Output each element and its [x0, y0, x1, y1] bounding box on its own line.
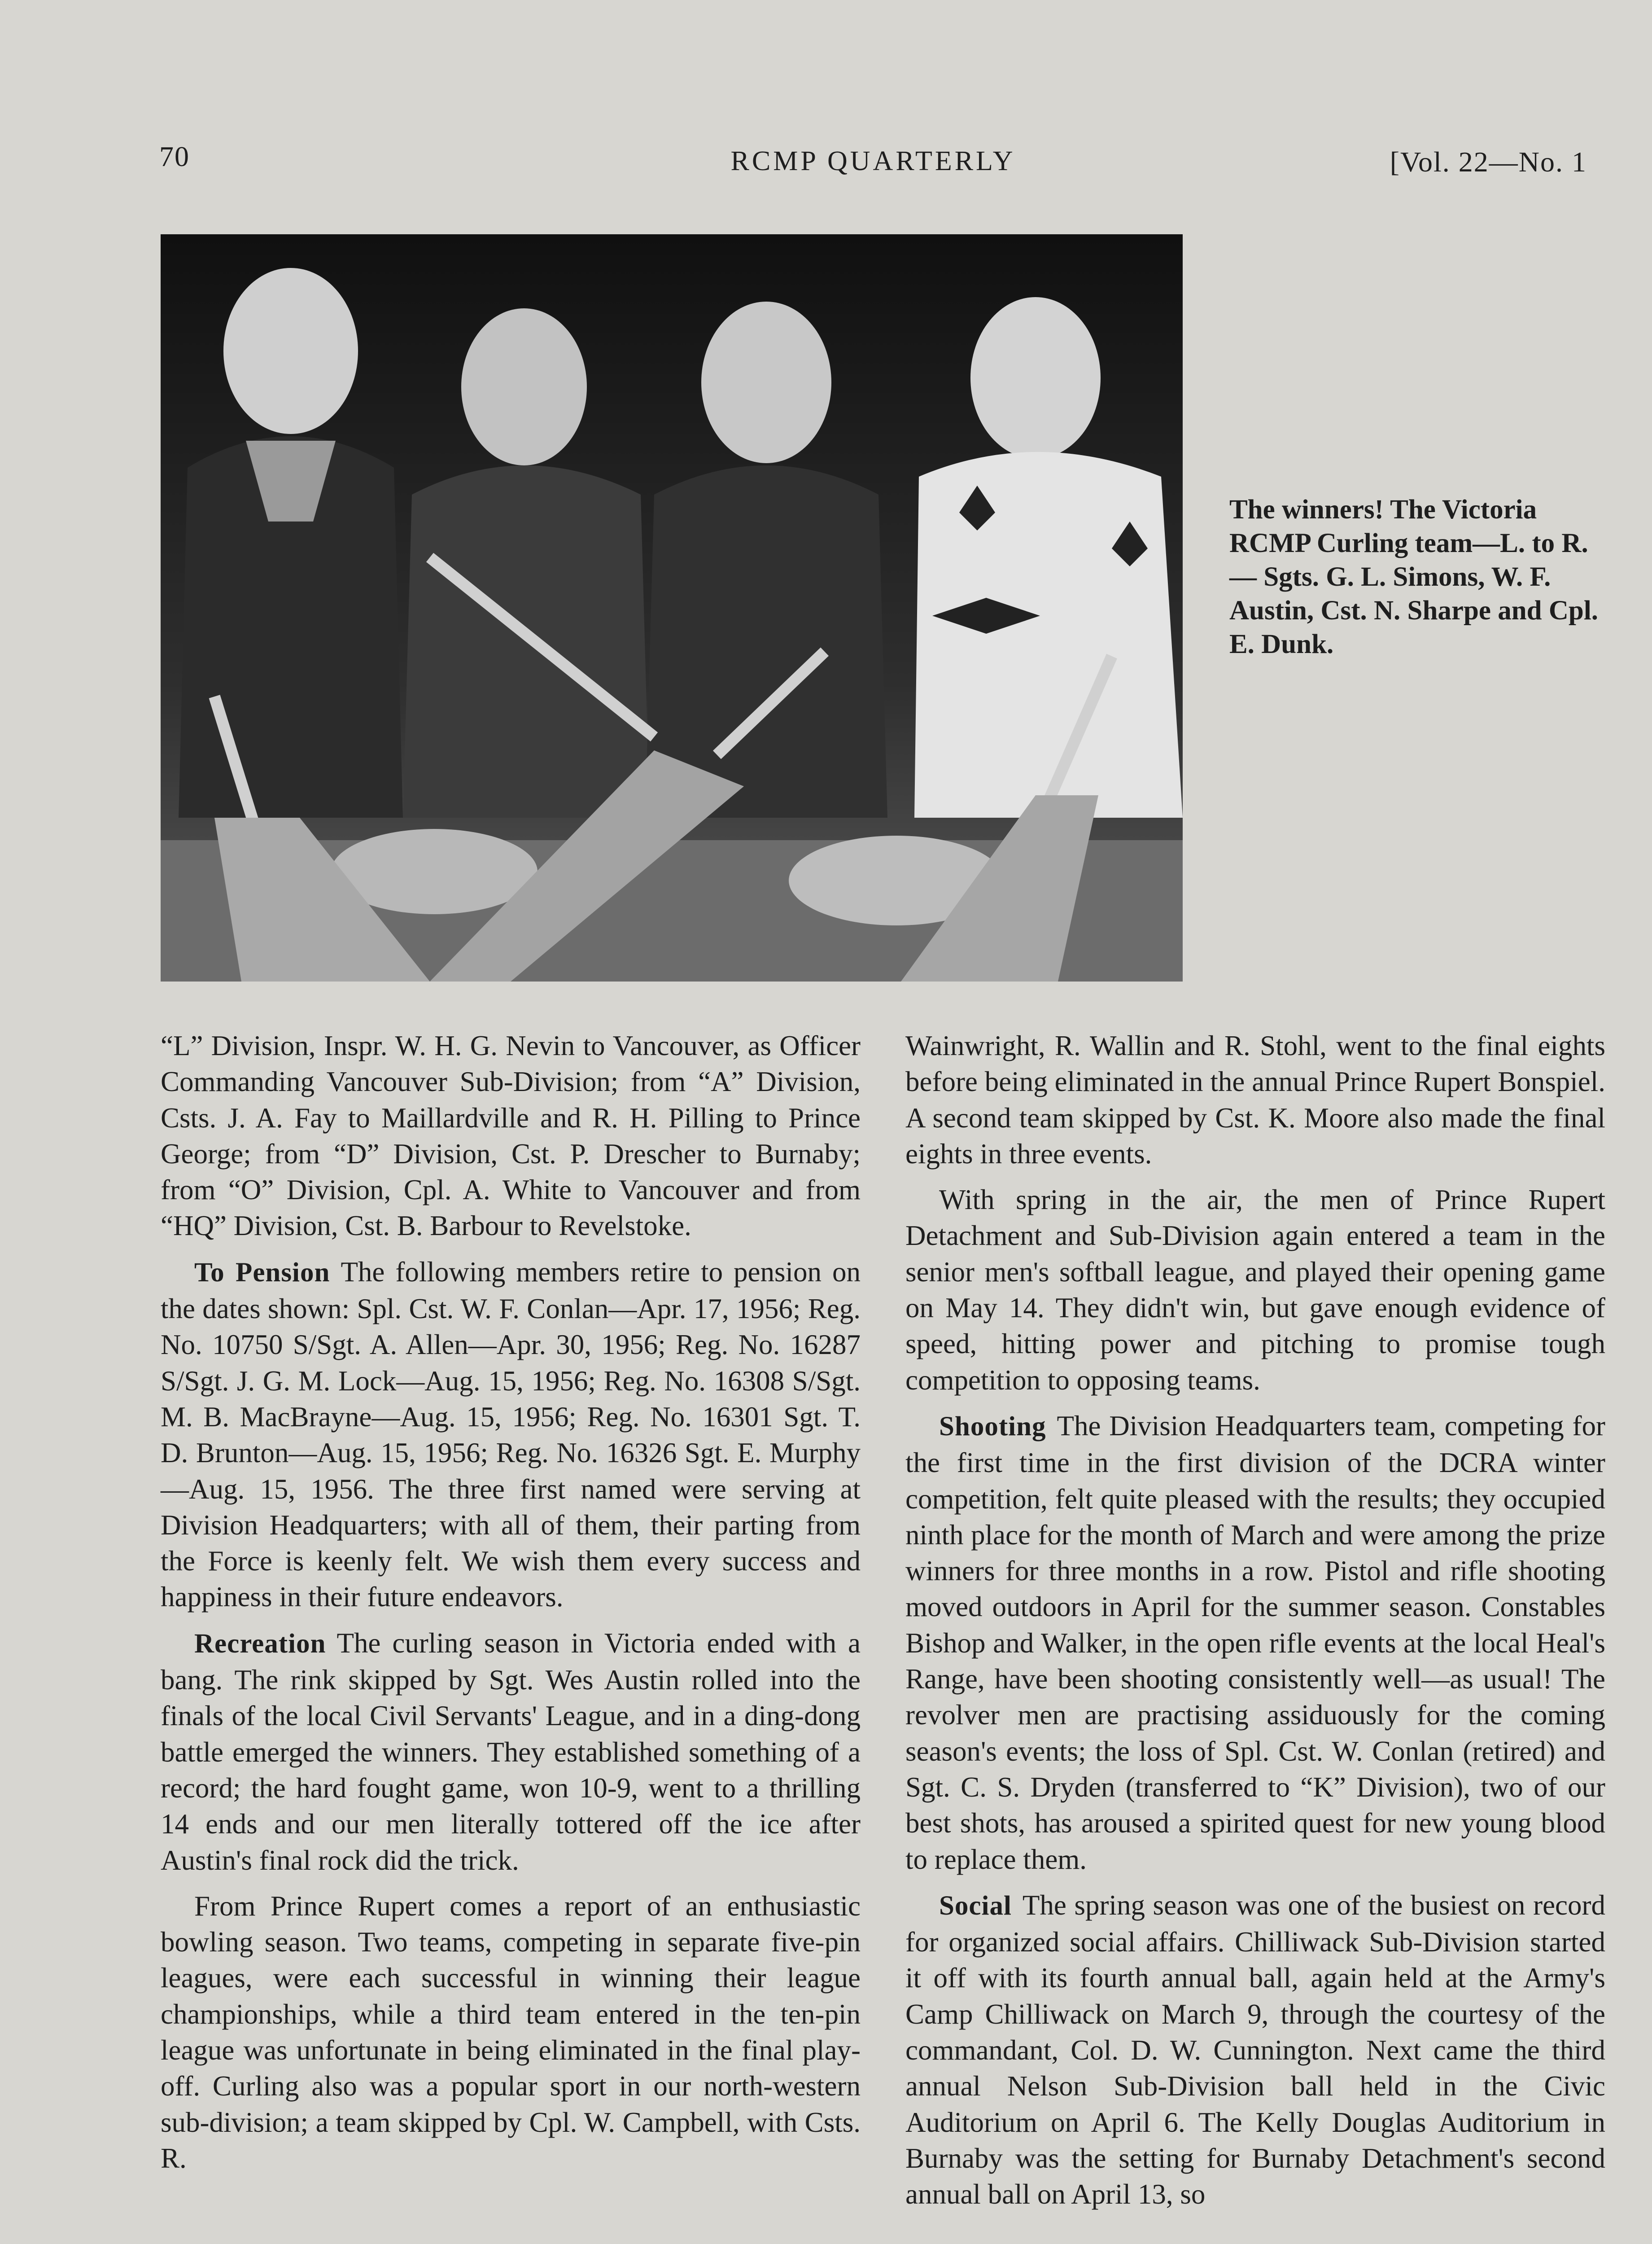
run-in-head-shooting: Shooting	[939, 1411, 1046, 1442]
paragraph-bonspiel: Wainwright, R. Wallin and R. Stohl, went to the final eights before being eliminated in the annual Prince Rupert Bonspiel. A second team skipped by Cst. K. Moore also made the final eights in three events.	[905, 1030, 1605, 1170]
paragraph-softball: With spring in the air, the men of Prince Rupert Detachment and Sub-Division again entered a team in the senior men's softball league, and played their opening game on May 14. They didn't win, but gave enough evidence of speed, hitting power and pitching to promise tough competition to opposing teams.	[905, 1184, 1605, 1396]
right-column	[905, 1028, 1605, 2222]
run-in-head-social: Social	[939, 1890, 1012, 1921]
paragraph-shooting	[905, 1408, 1605, 1877]
volume-label: [Vol. 22—No. 1	[1390, 146, 1587, 178]
paragraph-recreation	[161, 1625, 861, 1878]
social-text: The spring season was one of the busiest on record for organized social affairs. Chilliwack Sub-Division started it off with its fourth annual ball, again held at the Army's Camp Chilliwack on March 9, through the courtesy of the commandant, Col. D. W. Cunnington. Next came the third annual Nelson Sub-Division ball held in the Civic Auditorium on April 6. The Kelly Douglas Auditorium in Burnaby was the setting for Burnaby Detachment's second annual ball on April 13, so	[905, 1889, 1605, 2210]
paragraph-to-pension	[161, 1254, 861, 1615]
recreation-text: The curling season in Victoria ended with a bang. The rink skipped by Sgt. Wes Austin rolled into the finals of the local Civil Servants' League, and in a ding-dong battle emerged the winners. They established something of a record; the hard fought game, won 10-9, went to a thrilling 14 ends and our men literally tottered off the ice after Austin's final rock did the trick.	[161, 1627, 861, 1876]
journal-title: RCMP QUARTERLY	[730, 146, 1016, 176]
page-number: 70	[159, 140, 190, 172]
run-in-head-recreation: Recreation	[194, 1628, 326, 1659]
run-in-head-to-pension: To Pension	[194, 1257, 330, 1288]
curling-team-photo	[161, 234, 1183, 982]
left-column	[161, 1028, 861, 2186]
paragraph-social	[905, 1887, 1605, 2213]
running-header	[159, 140, 1587, 180]
pension-text: The following members retire to pension on the dates shown: Spl. Cst. W. F. Conlan—Apr. 17, 1956; Reg. No. 10750 S/Sgt. A. Allen—Apr. 30, 1956; Reg. No. 16287 S/Sgt. J. G. M. Lock—Aug. 15, 1956; Reg. No. 16308 S/Sgt. M. B. MacBrayne—Aug. 15, 1956; Reg. No. 16301 Sgt. T. D. Brunton—Aug. 15, 1956; Reg. No. 16326 Sgt. E. Murphy—Aug. 15, 1956. The three first named were serving at Division Headquarters; with all of them, their parting from the Force is keenly felt. We wish them every success and happiness in their future endeavors.	[161, 1256, 861, 1613]
photo-caption: The winners! The Victoria RCMP Curling team—L. to R.— Sgts. G. L. Simons, W. F. Austin, Cst. N. Sharpe and Cpl. E. Dunk.	[1229, 495, 1599, 659]
shooting-text: The Division Headquarters team, competing for the first time in the first division of the DCRA winter competition, felt quite pleased with the results; they occupied ninth place for the month of March and were among the prize winners for three months in a row. Pistol and rifle shooting moved outdoors in April for the summer season. Constables Bishop and Walker, in the open rifle events at the local Heal's Range, have been shooting consistently well—as usual! The revolver men are practising assiduously for the coming season's events; the loss of Spl. Cst. W. Conlan (retired) and Sgt. C. S. Dryden (transferred to “K” Division), two of our best shots, has aroused a spirited quest for new young blood to replace them.	[905, 1410, 1605, 1875]
paragraph-transfers: “L” Division, Inspr. W. H. G. Nevin to Vancouver, as Officer Commanding Vancouver Sub-Division; from “A” Division, Csts. J. A. Fay to Maillardville and R. H. Pilling to Prince George; from “D” Division, Cst. P. Drescher to Burnaby; from “O” Division, Cpl. A. White to Vancouver and from “HQ” Division, Cst. B. Barbour to Revelstoke.	[161, 1030, 861, 1242]
paragraph-bowling: From Prince Rupert comes a report of an enthusiastic bowling season. Two teams, competing in separate five-pin leagues, were each successful in winning their league championships, while a third team entered in the ten-pin league was unfortunate in being eliminated in the final play-off. Curling also was a popular sport in our north-western sub-division; a team skipped by Cpl. W. Campbell, with Csts. R.	[161, 1890, 861, 2174]
